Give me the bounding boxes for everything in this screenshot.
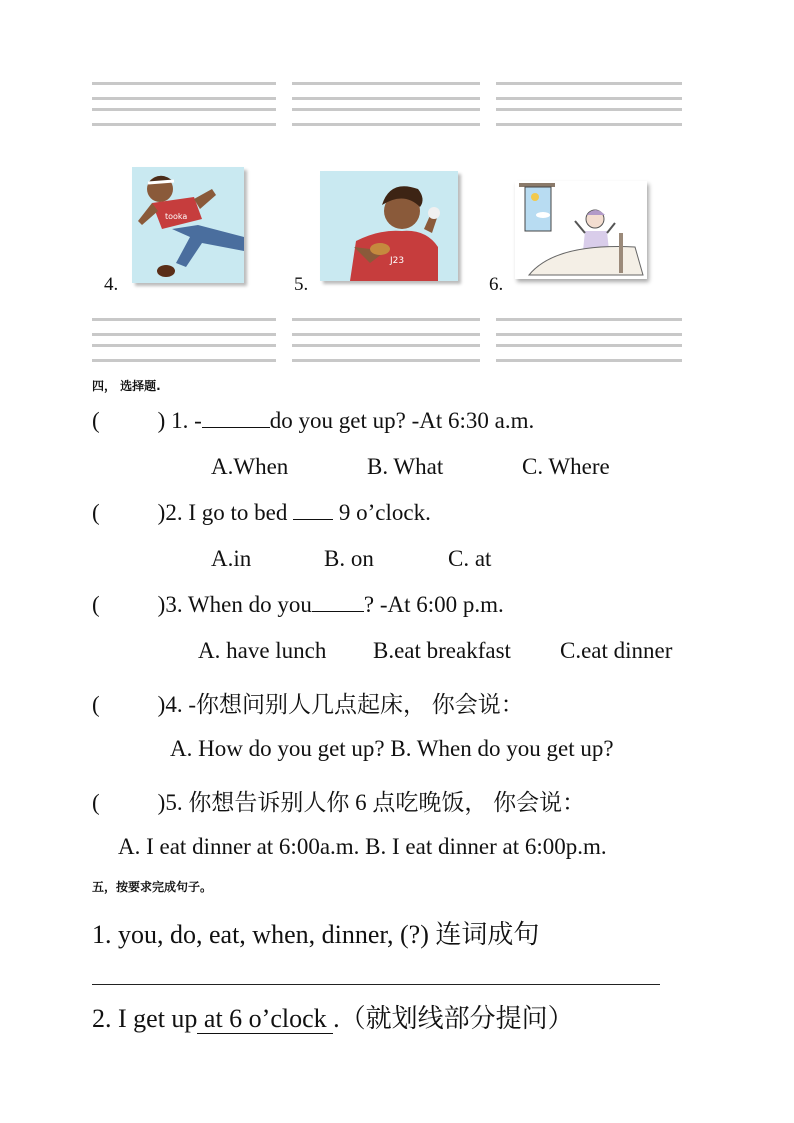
fill-blank[interactable] <box>293 519 333 520</box>
svg-text:J23: J23 <box>390 256 405 266</box>
writing-lines-6[interactable] <box>496 318 682 374</box>
sentence-question-1: 1. you, do, eat, when, dinner, (?) 连词成句 <box>92 920 540 949</box>
option-a[interactable]: A.in <box>211 546 252 571</box>
answer-paren-close: ) <box>157 592 166 617</box>
writing-lines-3[interactable] <box>496 82 682 138</box>
option-c[interactable]: C. at <box>448 546 492 571</box>
fill-blank[interactable] <box>202 427 270 428</box>
question-text: 2. I go to bed <box>165 500 294 525</box>
question-3 <box>92 592 504 618</box>
picture-number: 4. <box>104 274 119 295</box>
option-b[interactable]: B.eat breakfast <box>373 638 511 663</box>
question-text: 5. 你想告诉别人你 6 点吃晚饭， 你会说： <box>165 790 586 815</box>
answer-paren-close: ) <box>157 500 166 525</box>
writing-lines-1[interactable] <box>92 82 276 138</box>
options-line[interactable]: A. I eat dinner at 6:00a.m. B. I eat dinner at 6:00p.m. <box>118 834 607 859</box>
answer-paren-open: ( <box>92 592 100 617</box>
question-text: ? -At 6:00 p.m. <box>363 592 504 617</box>
running-boy-picture <box>132 167 244 283</box>
sentence-question-2 <box>92 998 574 1035</box>
question-text: 9 o’clock. <box>333 500 431 525</box>
question-text: 1. - <box>165 408 202 433</box>
question-4 <box>92 686 524 719</box>
options-line[interactable]: A. How do you get up? B. When do you get up? <box>170 736 614 761</box>
writing-lines-5[interactable] <box>292 318 480 374</box>
picture-number: 5. <box>294 274 309 295</box>
svg-text:tooka: tooka <box>165 212 188 221</box>
option-a[interactable]: A.When <box>211 454 289 479</box>
option-b[interactable]: B. on <box>324 546 374 571</box>
option-a[interactable]: A. have lunch <box>198 638 327 663</box>
answer-paren-open: ( <box>92 790 100 815</box>
answer-paren-open: ( <box>92 408 100 433</box>
fill-blank[interactable] <box>312 611 364 612</box>
boy-eating-picture <box>320 171 458 281</box>
question-2 <box>92 500 431 526</box>
question-text: do you get up? -At 6:30 a.m. <box>269 408 535 433</box>
answer-paren-open: ( <box>92 500 100 525</box>
answer-paren-open: ( <box>92 692 100 717</box>
question-text: .（就划线部分提问） <box>333 1004 574 1033</box>
picture-number: 6. <box>489 274 504 295</box>
answer-line[interactable] <box>92 984 660 985</box>
section-heading: 四， 选择题. <box>92 379 161 393</box>
option-c[interactable]: C. Where <box>522 454 610 479</box>
question-text: 3. When do you <box>165 592 312 617</box>
answer-paren-close: ) <box>157 692 166 717</box>
writing-lines-4[interactable] <box>92 318 276 374</box>
option-b[interactable]: B. What <box>367 454 444 479</box>
option-c[interactable]: C.eat dinner <box>560 638 673 663</box>
answer-paren-close: ) <box>157 790 166 815</box>
question-text: 2. I get up <box>92 1004 198 1033</box>
underlined-phrase: at 6 o’clock <box>197 1004 334 1033</box>
section-heading: 五，按要求完成句子。 <box>92 880 213 894</box>
writing-lines-2[interactable] <box>292 82 480 138</box>
girl-waking-up-picture <box>515 181 647 279</box>
question-1 <box>92 408 534 434</box>
answer-paren-close: ) <box>157 408 166 433</box>
question-5 <box>92 784 585 817</box>
question-text: 4. -你想问别人几点起床， 你会说： <box>165 692 524 717</box>
